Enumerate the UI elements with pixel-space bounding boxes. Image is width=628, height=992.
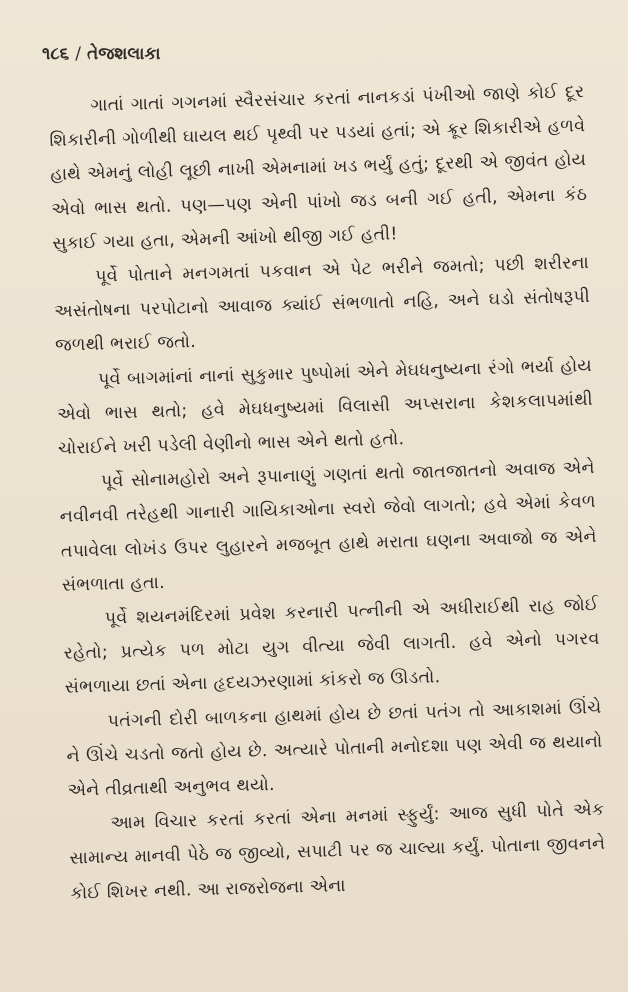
- paragraph: આમ વિચાર કરતાં કરતાં એના મનમાં સ્ફુર્યું: આજ સુધી પોતે એક સામાન્ય માનવી પેઠે જ જીવ્યો, સપાટી પર જ ચાલ્યા કર્યું. પોતાના જીવનને કોઈ શિખર નથી. આ રાજરોજના એના: [69, 800, 606, 904]
- paragraph: પતંગની દોરી બાળકના હાથમાં હોય છે છતાં પતંગ તો આકાશમાં ઊંચે ને ઊંચે ચડતો જતો હોય છે. અત્યારે પોતાની મનોદશા પણ એવી જ થયાનો એને તીવ્રતાથી અનુભવ થયો.: [66, 697, 603, 801]
- page-header: [42, 44, 584, 64]
- header-separator: /: [75, 44, 81, 64]
- paragraph: પૂર્વે પોતાને મનગમતાં પકવાન એ પેટ ભરીને જમતો; પછી શરીરના અસંતોષના પરપોટાનો આવાજ ક્યાંઈ સંભળાતો નહિ, અને ઘડો સંતોષરૂપી જળથી ભરાઈ જતો.: [53, 252, 591, 357]
- page-number: ૧૮૬: [42, 44, 70, 64]
- paragraph: ગાતાં ગાતાં ગગનમાં સ્વૈરસંચાર કરતાં નાનકડાં પંખીઓ જાણે કોઈ દૂર શિકારીની ગોળીથી ઘાયલ થઈ પૃથ્વી પર પડયાં હતાં; એ ક્રૂર શિકારીએ હળવે હાથે એમનું લોહી લૂછી નાખી એમનામાં ખડ ભર્યું હતું; દૂરથી એ જીવંત હોય એવો ભાસ થતો. પણ—પણ એની પાંખો જડ બની ગઈ હતી, એમના કંઠ સુકાઈ ગયા હતા, એમની આંખો થીજી ગઈ હતી!: [49, 82, 588, 254]
- body-text: [48, 75, 607, 911]
- paragraph: પૂર્વે શયનમંદિરમાં પ્રવેશ કરનારી પત્નીની એ અધીરાઈથી રાહ જોઈ રહેતો; પ્રત્યેક પળ મોટા યુગ વીત્યા જેવી લાગતી. હવે એનો પગરવ સંભળાયા છતાં એના હૃદયઝરણામાં કાંકરો જ ઊડતો.: [63, 594, 600, 699]
- paragraph: પૂર્વે સોનામહોરો અને રૂપાનાણું ગણતાં થતો જાતજાતનો અવાજ એને નવીનવી તરેહથી ગાનારી ગાયિકાઓના સ્વરો જેવો લાગતો; હવે એમાં કેવળ તપાવેલા લોખંડ ઉપર લુહારને મજબૂત હાથે મરાતા ઘણના અવાજો જ એને સંભળાતા હતા.: [59, 458, 597, 596]
- paragraph: પૂર્વે બાગમાંનાં નાનાં સુકુમાર પુષ્પોમાં એને મેઘધનુષ્યના રંગો ભર્યા હોય એવો ભાસ થતો; હવે મેઘધનુષ્યમાં વિલાસી અપ્સરાના કેશકલાપમાંથી ચોરાઈને ખરી પડેલી વેણીનો ભાસ એને થતો હતો.: [56, 355, 594, 459]
- book-title: તેજશલાકા: [86, 44, 161, 64]
